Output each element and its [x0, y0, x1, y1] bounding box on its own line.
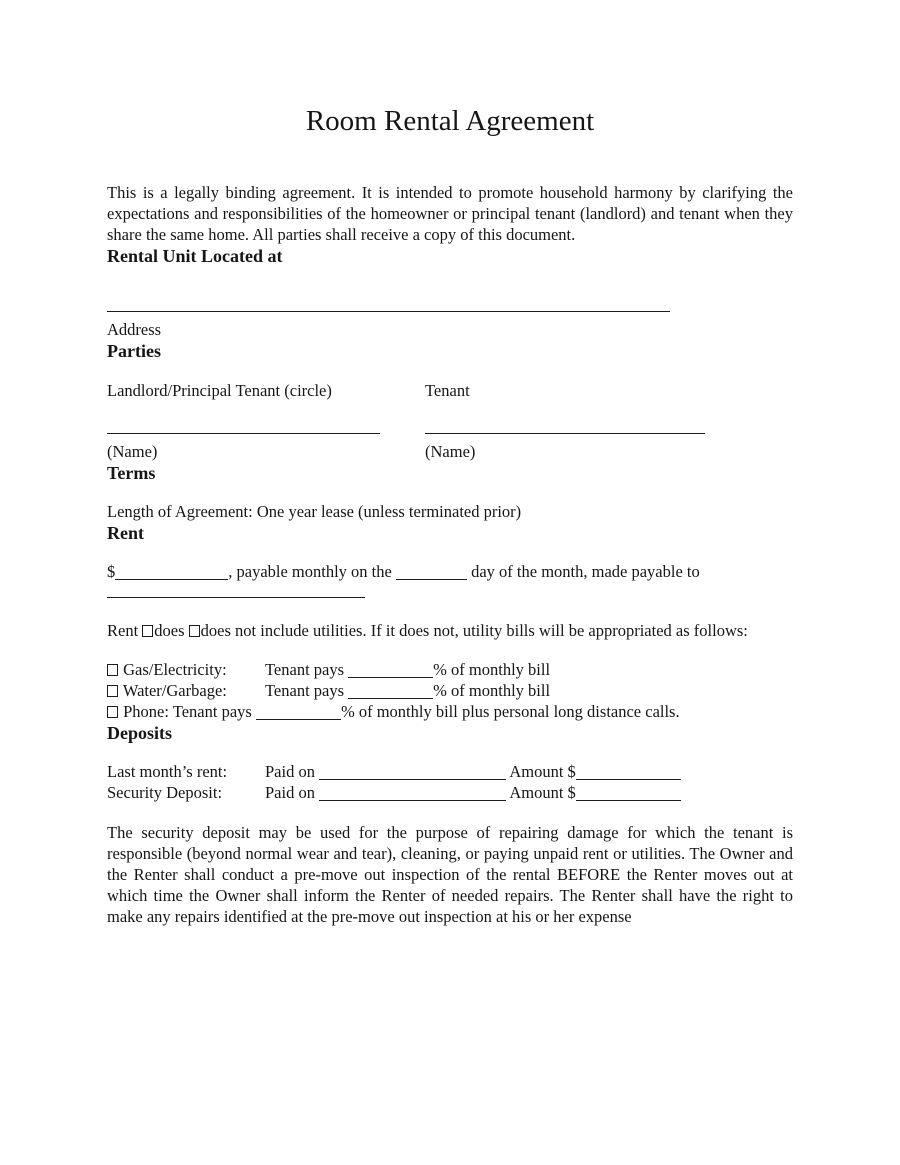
phone-suffix-text: % of monthly bill plus personal long distance calls. — [340, 702, 680, 721]
deposit-row-last-month — [107, 761, 793, 782]
last-month-rent-label: Last month’s rent: — [107, 762, 228, 781]
address-blank-field[interactable] — [107, 311, 670, 312]
phone-label: Phone: Tenant pays — [123, 702, 252, 721]
utility-water-value-cell — [265, 680, 550, 701]
rent-amount-blank-field[interactable] — [115, 565, 228, 580]
gas-electricity-checkbox[interactable] — [107, 664, 118, 676]
security-deposit-fields — [265, 782, 681, 803]
utility-row-water — [107, 680, 793, 701]
gas-electricity-label: Gas/Electricity: — [123, 660, 227, 679]
water-garbage-label: Water/Garbage: — [122, 681, 227, 700]
security-deposit-paragraph: The security deposit may be used for the purpose of repairing damage for which the tenant is responsible (beyond normal wear and tear), cleaning, or paying unpaid rent or utilities. The Owner and the Renter shall conduct a pre-move out inspection of the rental BEFORE the Renter moves out at which time the Owner shall inform the Renter of needed repairs. The Renter shall have the right to make any repairs identified at the pre-move out inspection at his or her expense — [107, 823, 793, 926]
does-not-checkbox[interactable] — [189, 625, 200, 637]
water-garbage-checkbox[interactable] — [107, 685, 118, 697]
utility-row-gas — [107, 659, 793, 680]
section-heading-rental-unit: Rental Unit Located at — [107, 246, 283, 266]
utility-gas-value-cell — [265, 659, 550, 680]
landlord-name-label: (Name) — [107, 442, 158, 461]
utility-row-phone — [107, 701, 793, 722]
gas-percent-blank-field[interactable] — [348, 663, 433, 678]
last-month-paid-on-label: Paid on — [265, 762, 315, 781]
rent-day-text: day of the month, made payable to — [471, 562, 700, 581]
last-month-rent-fields — [265, 761, 681, 782]
does-checkbox[interactable] — [142, 625, 153, 637]
last-month-amount-blank-field[interactable] — [576, 765, 681, 780]
deposit-row-security — [107, 782, 793, 803]
does-label: does — [154, 621, 185, 640]
length-of-agreement-line: Length of Agreement: One year lease (unless terminated prior) — [107, 502, 522, 521]
rent-amount-line — [107, 561, 793, 582]
tenant-name-blank-field[interactable] — [425, 433, 705, 434]
gas-tenant-pays-label: Tenant pays — [265, 660, 345, 679]
utility-list — [107, 659, 793, 722]
currency-symbol: $ — [107, 562, 116, 581]
deposit-rows — [107, 761, 793, 803]
utility-water-label-cell — [107, 680, 265, 701]
utility-gas-label-cell — [107, 659, 265, 680]
security-amount-blank-field[interactable] — [576, 786, 681, 801]
water-suffix-text: % of monthly bill — [433, 681, 551, 700]
intro-paragraph: This is a legally binding agreement. It is intended to promote household harmony by clarifying the expectations and responsibilities of the homeowner or principal tenant (landlord) and tenant when they share the same home. All parties shall receive a copy of this document. — [107, 183, 793, 244]
utilities-rest-text: include utilities. If it does not, utility bills will be appropriated as follows: — [260, 621, 748, 640]
rent-payable-text: , payable monthly on the — [228, 562, 392, 581]
section-heading-rent: Rent — [107, 523, 144, 543]
section-heading-deposits: Deposits — [107, 723, 173, 743]
water-tenant-pays-label: Tenant pays — [265, 681, 345, 700]
security-paid-on-label: Paid on — [265, 783, 315, 802]
utilities-clause — [107, 620, 793, 641]
landlord-name-blank-field[interactable] — [107, 433, 380, 434]
rent-payee-blank-field[interactable] — [107, 597, 365, 598]
landlord-column — [107, 380, 425, 462]
parties-columns — [107, 380, 793, 462]
section-heading-terms: Terms — [107, 463, 156, 483]
tenant-column — [425, 380, 793, 462]
security-amount-label: Amount $ — [509, 783, 576, 802]
address-label: Address — [107, 320, 162, 339]
last-month-paid-on-blank-field[interactable] — [319, 765, 506, 780]
security-deposit-label: Security Deposit: — [107, 783, 223, 802]
utilities-lead-text: Rent — [107, 621, 139, 640]
phone-checkbox[interactable] — [107, 706, 118, 718]
section-heading-parties: Parties — [107, 341, 161, 361]
does-not-label: does not — [200, 621, 257, 640]
tenant-label: Tenant — [425, 381, 470, 400]
tenant-name-label: (Name) — [425, 442, 476, 461]
security-paid-on-blank-field[interactable] — [319, 786, 506, 801]
phone-percent-blank-field[interactable] — [256, 705, 341, 720]
water-percent-blank-field[interactable] — [348, 684, 433, 699]
landlord-label: Landlord/Principal Tenant (circle) — [107, 381, 332, 400]
last-month-amount-label: Amount $ — [509, 762, 576, 781]
document-title: Room Rental Agreement — [305, 105, 595, 137]
rent-day-blank-field[interactable] — [396, 565, 467, 580]
gas-suffix-text: % of monthly bill — [433, 660, 551, 679]
